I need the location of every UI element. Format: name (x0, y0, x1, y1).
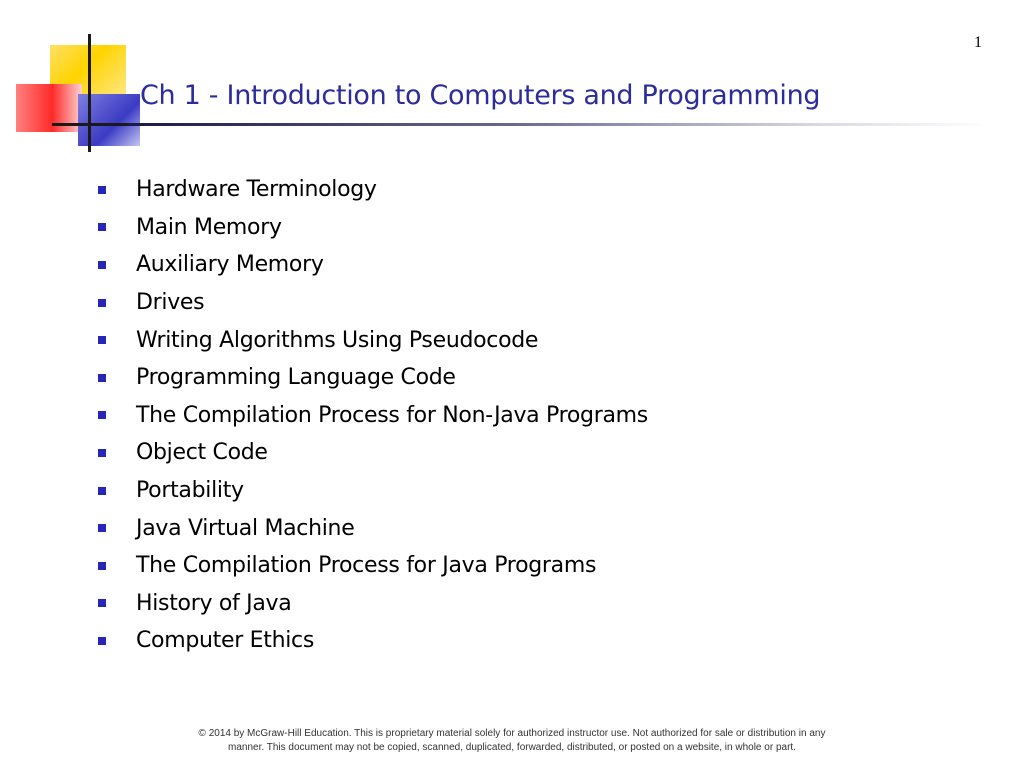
bullet-text: History of Java (136, 590, 292, 616)
square-bullet-icon (98, 336, 106, 344)
bullet-text: Auxiliary Memory (136, 252, 324, 278)
bullet-item (96, 472, 648, 510)
square-bullet-icon (98, 524, 106, 532)
bullet-item (96, 509, 648, 547)
footer-line-1: © 2014 by McGraw-Hill Education. This is proprietary material solely for authorized instructor use. Not authorized for sale or distribution in any (198, 728, 826, 739)
square-bullet-icon (98, 562, 106, 570)
bullet-item (96, 434, 648, 472)
bullet-item (96, 284, 648, 322)
bullet-item (96, 397, 648, 435)
bullet-item (96, 171, 648, 209)
square-bullet-icon (98, 186, 106, 194)
bullet-item (96, 321, 648, 359)
bullet-text: The Compilation Process for Java Programs (136, 553, 597, 579)
square-bullet-icon (98, 637, 106, 645)
copyright-footer (130, 727, 894, 755)
bullet-item (96, 359, 648, 397)
square-bullet-icon (98, 223, 106, 231)
bullet-text: Portability (136, 478, 244, 504)
bullet-item (96, 622, 648, 660)
bullet-item (96, 547, 648, 585)
square-bullet-icon (98, 487, 106, 495)
bullet-text: Writing Algorithms Using Pseudocode (136, 327, 539, 353)
square-bullet-icon (98, 599, 106, 607)
bullet-item (96, 246, 648, 284)
bullet-text: Java Virtual Machine (136, 515, 355, 541)
bullet-text: Hardware Terminology (136, 177, 377, 203)
page-number: 1 (974, 34, 982, 51)
bullet-text: Computer Ethics (136, 628, 314, 654)
slide-title: Ch 1 - Introduction to Computers and Programming (140, 80, 821, 111)
bullet-text: The Compilation Process for Non-Java Programs (136, 402, 648, 428)
bullet-text: Programming Language Code (136, 365, 456, 391)
square-bullet-icon (98, 411, 106, 419)
square-bullet-icon (98, 261, 106, 269)
bullet-item (96, 209, 648, 247)
bullet-list (96, 171, 648, 660)
square-bullet-icon (98, 299, 106, 307)
bullet-text: Drives (136, 290, 205, 316)
square-bullet-icon (98, 374, 106, 382)
bullet-text: Object Code (136, 440, 268, 466)
bullet-text: Main Memory (136, 214, 282, 240)
vertical-line (88, 34, 91, 152)
footer-line-2: manner. This document may not be copied, scanned, duplicated, forwarded, distributed, or posted on a website, in whole or part. (228, 742, 796, 753)
square-bullet-icon (98, 449, 106, 457)
bullet-item (96, 585, 648, 623)
title-underline (128, 123, 988, 126)
